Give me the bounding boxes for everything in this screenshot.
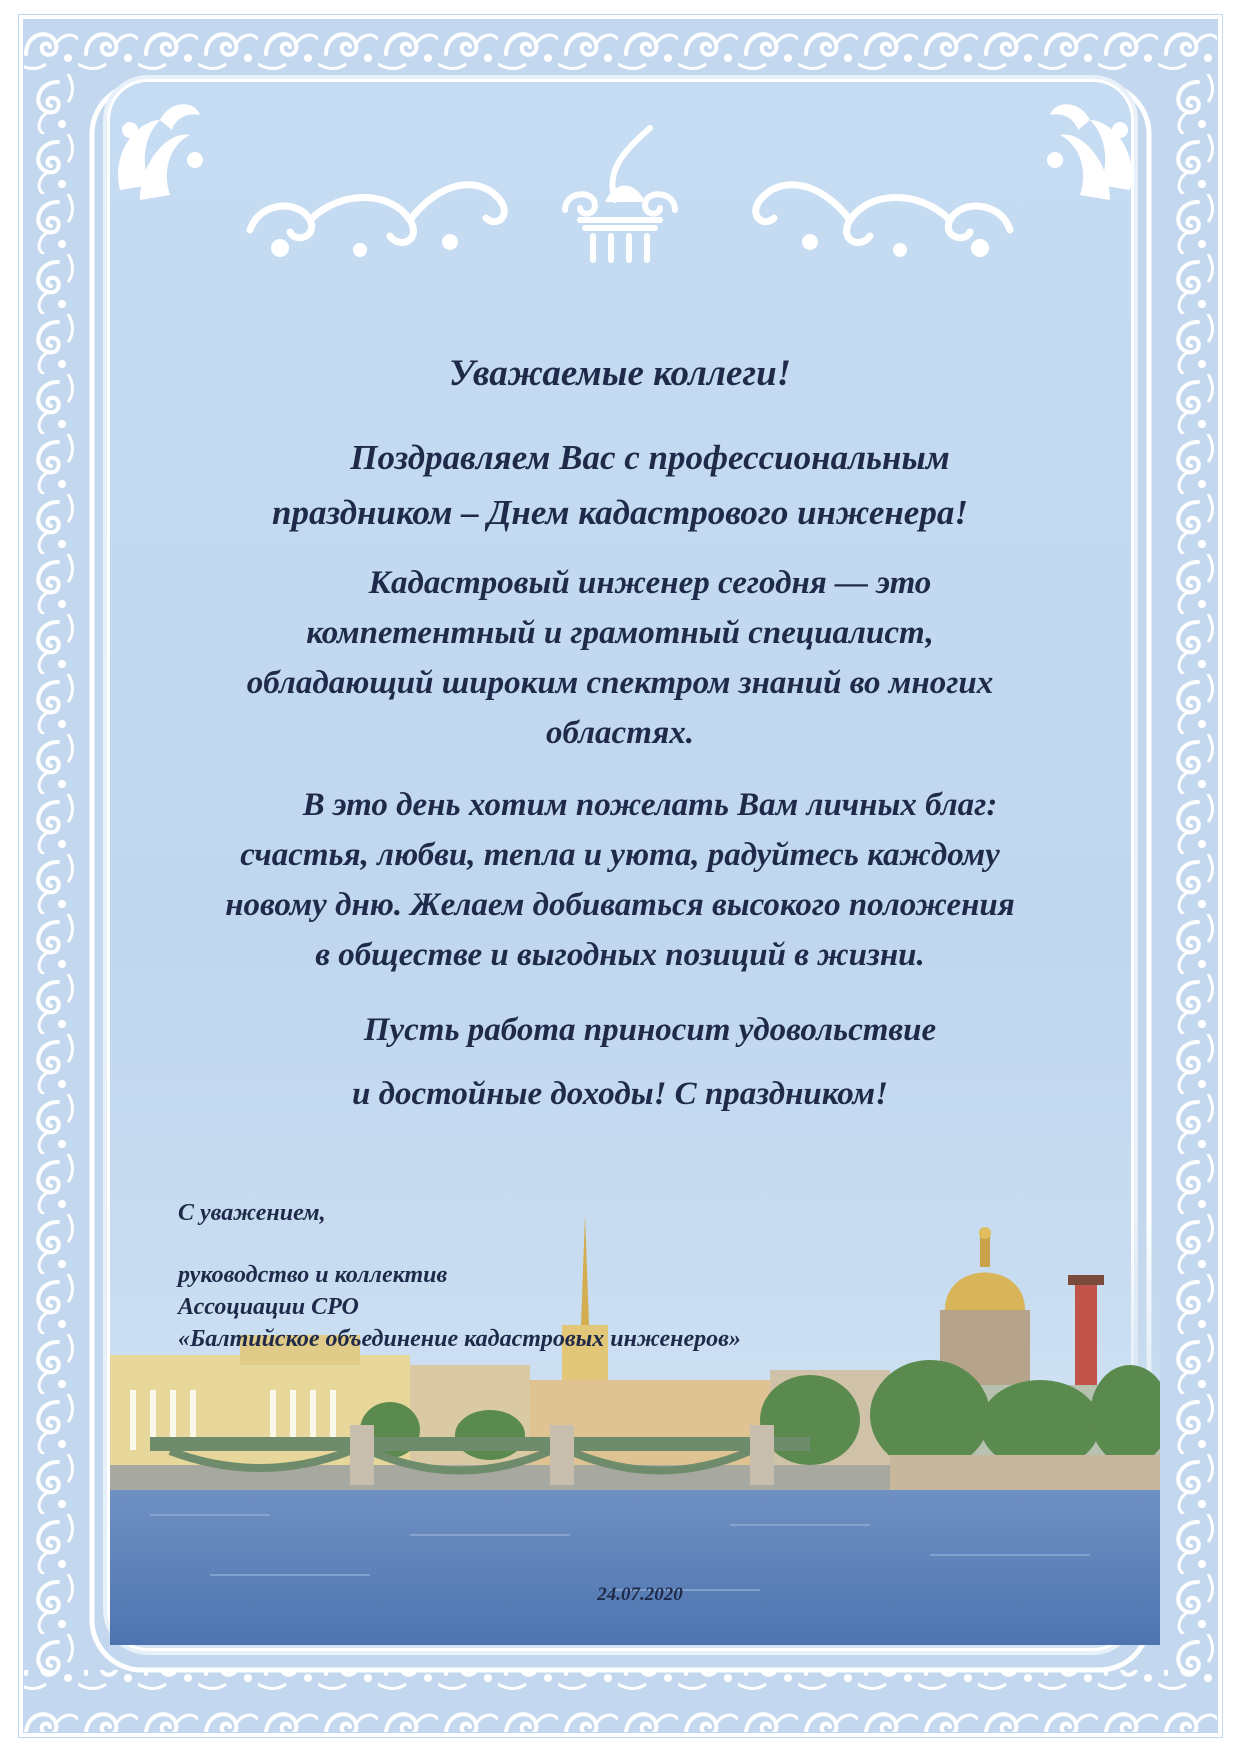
text-line: компетентный и грамотный специалист, — [306, 615, 934, 651]
regards-line: С уважением, — [178, 1200, 326, 1226]
text-line: Пусть работа приносит удовольствие — [363, 1012, 937, 1048]
text-line: и достойные доходы! С праздником! — [352, 1076, 888, 1112]
text-line: Кадастровый инженер сегодня — это — [368, 565, 932, 601]
text-line: В это день хотим пожелать Вам личных благ: — [302, 787, 998, 823]
cadastral-logo-icon — [555, 120, 685, 270]
palmette-rosette-icon — [100, 90, 220, 210]
text-line: счастья, любви, тепла и уюта, радуйтесь каждому — [240, 837, 1000, 873]
text-line: Поздравляем Вас с профессиональным — [350, 438, 950, 477]
text-line: в обществе и выгодных позиций в жизни. — [315, 937, 925, 973]
signature-line: «Балтийское объединение кадастровых инженеров» — [178, 1326, 741, 1352]
signature-block — [178, 1197, 878, 1355]
letter-date: 24.07.2020 — [597, 1584, 683, 1605]
text-line: новому дню. Желаем добиваться высокого положения — [225, 887, 1015, 923]
wishes-paragraph — [170, 780, 1070, 980]
palmette-rosette-icon — [1030, 90, 1150, 210]
text-line: праздником – Днем кадастрового инженера! — [272, 493, 968, 532]
text-line: обладающий широким спектром знаний во многих — [246, 665, 994, 701]
closing-paragraph — [170, 998, 1070, 1126]
greeting-heading: Уважаемые коллеги! — [448, 353, 792, 394]
text-line: областях. — [545, 715, 695, 751]
engineer-paragraph — [170, 558, 1070, 758]
signature-line: Ассоциации СРО — [178, 1294, 359, 1320]
congratulation-paragraph — [170, 430, 1070, 540]
signature-line: руководство и коллектив — [178, 1262, 448, 1288]
